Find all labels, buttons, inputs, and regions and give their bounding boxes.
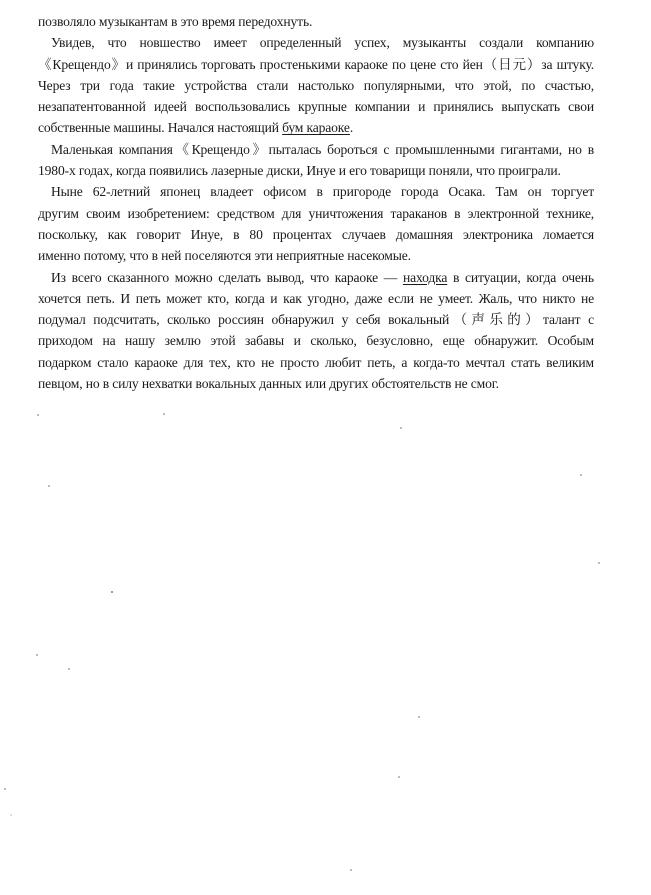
text-line: 《Крещендо》и принялись торговать простенькими караоке по цене сто йен（日元）за штуку. <box>38 56 594 72</box>
text-line: 1980-х годах, когда появились лазерные диски, Инуе и его товарищи поняли, что проиграли. <box>38 163 561 179</box>
text-line: поскольку, как говорит Инуе, в 80 процентах случаев домашняя электроника ломается <box>38 226 594 242</box>
text-line: приходом на нашу землю этой забавы и сколько, безусловно, еще обнаружит. Особым <box>38 333 594 349</box>
scan-speck <box>350 869 352 871</box>
text-line: Через три года такие устройства стали настолько популярными, что этой, по счастью, <box>38 77 594 93</box>
scan-speck <box>580 474 582 476</box>
text-line: Маленькая компания《Крещендо》пыталась бороться с промышленными гигантами, но в <box>51 141 594 157</box>
scan-speck <box>163 413 165 415</box>
text-line: певцом, но в силу нехватки вокальных данных или других обстоятельств не смог. <box>38 376 499 392</box>
scan-speck <box>48 485 50 487</box>
text-span: в ситуации, когда очень <box>447 269 594 285</box>
text-span: собственные машины. Начался настоящий <box>38 120 283 136</box>
scan-speck <box>68 668 70 670</box>
text-line <box>38 117 594 138</box>
text-span: Из всего сказанного можно сделать вывод, что караоке — <box>51 269 403 285</box>
scan-speck <box>4 788 6 790</box>
text-line: Ныне 62-летний японец владеет офисом в пригороде города Осака. Там он торгует <box>51 184 594 200</box>
text-line: Увидев, что новшество имеет определенный успех, музыканты создали компанию <box>51 35 594 51</box>
underlined-term-boom-karaoke: бум караоке <box>282 120 350 136</box>
text-line <box>38 267 594 288</box>
text-line: подумал подсчитать, сколько россиян обнаружил у себя вокальный（声乐的）талант с <box>38 312 594 328</box>
text-line: другим своим изобретением: средством для уничтожения тараканов в электронной технике, <box>38 205 594 221</box>
scan-speck <box>398 776 400 778</box>
text-line: именно потому, что в ней поселяются эти неприятные насекомые. <box>38 248 411 264</box>
text-line: хочется петь. И петь может кто, когда и как угодно, даже если не умеет. Жаль, что никто не <box>38 290 594 306</box>
scan-speck <box>111 591 113 593</box>
scan-speck <box>400 427 402 429</box>
text-line: позволяло музыкантам в это время передохнуть. <box>38 14 313 29</box>
underlined-term-nakhodka: находка <box>402 269 448 285</box>
text-line: незапатентованной идеей воспользовались крупные компании и принялись выпускать свои <box>38 99 594 115</box>
article-text <box>38 11 594 394</box>
scan-speck <box>10 814 12 816</box>
scan-speck <box>37 414 39 416</box>
scan-speck <box>598 562 600 564</box>
text-span: . <box>349 120 354 136</box>
scan-speck <box>36 654 38 656</box>
scan-speck <box>418 716 420 718</box>
text-line: подарком стало караоке для тех, кто не просто любит петь, а когда-то мечтал стать великим <box>38 354 594 370</box>
